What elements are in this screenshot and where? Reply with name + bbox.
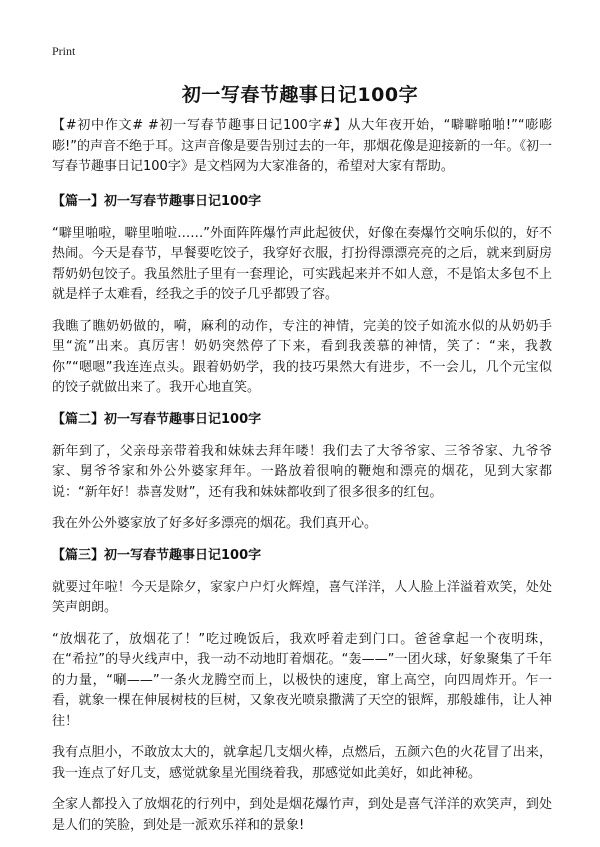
section-heading-2: 【篇二】初一写春节趣事日记100字 (52, 411, 262, 427)
section-1-paragraph-1: “噼里啪啦，噼里啪啦……”外面阵阵爆竹声此起彼伏，好像在奏爆竹交响乐似的，好不热闹。今天是春节，早餐要吃饺子，我穿好衣服，打扮得漂漂亮亮的之后，就来到厨房帮奶奶包饺子。我虽然肚子里有一套理论，可实践起来并不如人意，不是馅太多包不上就是样子太难看，经我之手的饺子几乎都毁了容。 (52, 225, 552, 302)
article-body (52, 116, 552, 847)
section-2-paragraph-2: 我在外公外婆家放了好多好多漂亮的烟花。我们真开心。 (52, 516, 378, 531)
section-3-paragraph-2: “放烟花了，放烟花了！”吃过晚饭后，我欢呼着走到门口。爸爸拿起一个夜明珠，在“希拉”的导火线声中，我一动不动地盯着烟花。“轰——”一团火球，好象聚集了千年的力量，“唰——”一条火龙腾空而上，以极快的速度，窜上高空，向四周炸开。乍一看，就象一棵在伸展树枝的巨树，又象夜光喷泉撒满了天空的银辉，那般雄伟，让人神往！ (52, 631, 552, 729)
section-heading-1: 【篇一】初一写春节趣事日记100字 (52, 193, 262, 209)
section-2-paragraph-1: 新年到了，父亲母亲带着我和妹妹去拜年喽！我们去了大爷爷家、三爷爷家、九爷爷家、舅爷爷家和外公外婆家拜年。一路放着很响的鞭炮和漂亮的烟花，见到大家都说：“新年好！恭喜发财”，还有我和妹妹都收到了很多很多的红包。 (52, 443, 552, 500)
section-3-paragraph-3: 我有点胆小，不敢放太大的，就拿起几支烟火棒，点燃后，五颜六色的火花冒了出来，我一连点了好几支，感觉就象星光围绕着我，那感觉如此美好，如此神秘。 (52, 745, 552, 781)
section-heading-3: 【篇三】初一写春节趣事日记100字 (52, 547, 262, 563)
intro-paragraph: 【#初中作文# #初一写春节趣事日记100字#】从大年夜开始，“噼噼啪啪!”“嘭嘭嘭!”的声音不绝于耳。这声音像是要告别过去的一年，那烟花像是迎接新的一年。《初一写春节趣事日记100字》是文档网为大家准备的，希望对大家有帮助。 (52, 118, 552, 174)
section-1-paragraph-2: 我瞧了瞧奶奶做的，嗬，麻利的动作，专注的神情，完美的饺子如流水似的从奶奶手里“流”出来。真厉害！奶奶突然停了下来，看到我羡慕的神情，笑了：“来，我教你”“嗯嗯”我连连点头。跟着奶奶学，我的技巧果然大有进步，不一会儿，几个元宝似的饺子就做出来了。我开心地直笑。 (52, 318, 552, 395)
print-link[interactable]: Print (52, 44, 76, 58)
page-title: 初一写春节趣事日记100字 (181, 84, 419, 106)
section-3-paragraph-4: 全家人都投入了放烟花的行列中，到处是烟花爆竹声，到处是喜气洋洋的欢笑声，到处是人们的笑脸，到处是一派欢乐祥和的景象! (52, 797, 552, 833)
section-3-paragraph-1: 就要过年啦！今天是除夕，家家户户灯火辉煌，喜气洋洋，人人脸上洋溢着欢笑，处处笑声朗朗。 (52, 579, 552, 615)
